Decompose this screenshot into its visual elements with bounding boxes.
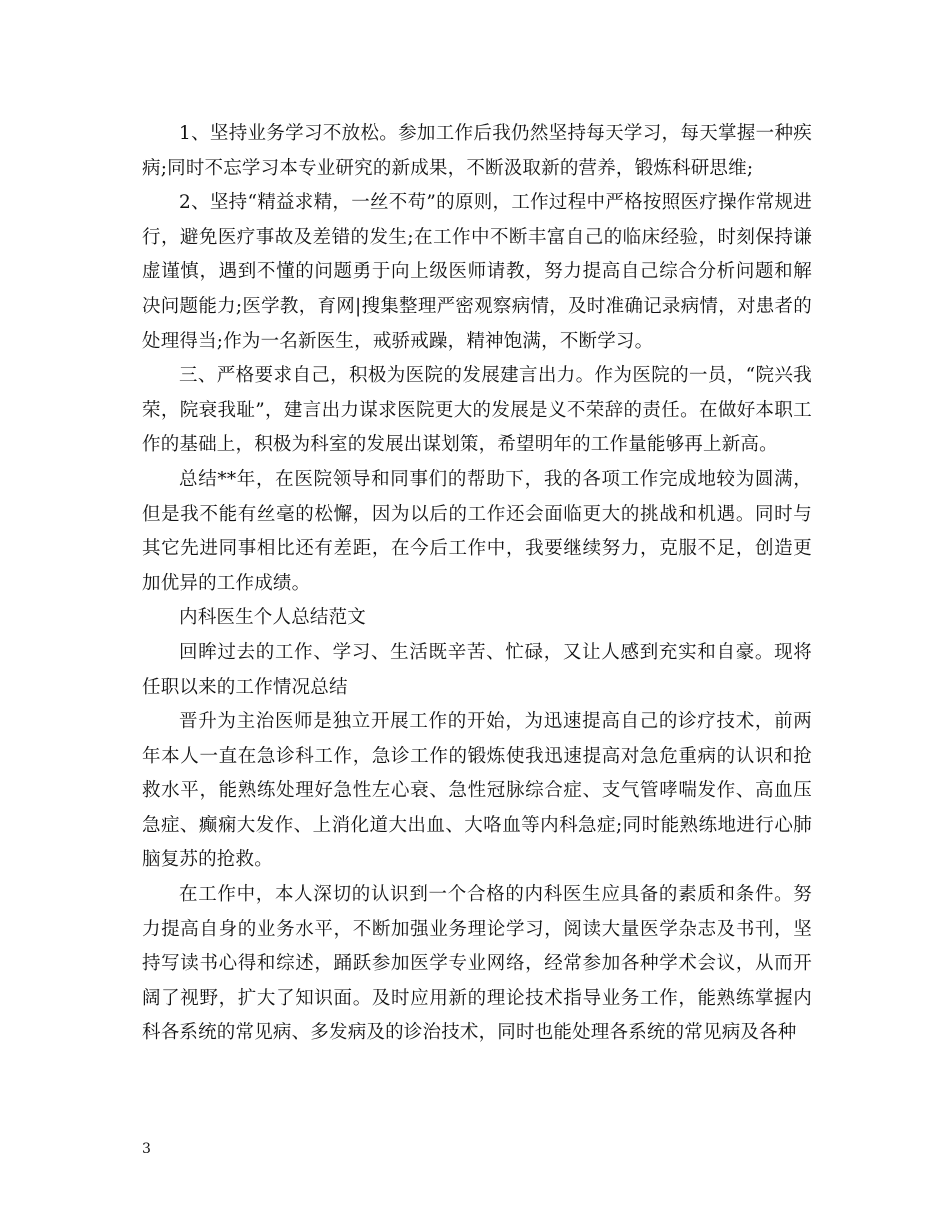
paragraph-hospital-development: 三、严格要求自己，积极为医院的发展建言出力。作为医院的一员，“院兴我荣，院衰我耻”，建言出力谋求医院更大的发展是义不荣辞的责任。在做好本职工作的基础上，积极为科室的发展出谋划策，希望明年的工作量能够再上新高。: [142, 365, 812, 456]
page-number: 3: [142, 1141, 151, 1157]
document-body: [142, 117, 812, 1051]
paragraph-professional-growth: 在工作中，本人深切的认识到一个合格的内科医生应具备的素质和条件。努力提高自身的业务水平，不断加强业务理论学习，阅读大量医学杂志及书刊，坚持写读书心得和综述，踊跃参加医学专业网络，经常参加各种学术会议，从而开阔了视野，扩大了知识面。及时应用新的理论技术指导业务工作，能熟练掌握内科各系统的常见病、多发病及的诊治技术，同时也能处理各系统的常见病及各种: [142, 884, 812, 1044]
paragraph-year-summary: 总结**年，在医院领导和同事们的帮助下，我的各项工作完成地较为圆满，但是我不能有丝毫的松懈，因为以后的工作还会面临更大的挑战和机遇。同时与其它先进同事相比还有差距，在今后工作中，我要继续努力，克服不足，创造更加优异的工作成绩。: [142, 468, 812, 594]
section-heading: 内科医生个人总结范文: [179, 607, 367, 629]
paragraph-study: 1、坚持业务学习不放松。参加工作后我仍然坚持每天学习，每天掌握一种疾病;同时不忘学习本专业研究的新成果，不断汲取新的营养，锻炼科研思维;: [142, 123, 812, 179]
paragraph-emergency-work: 晋升为主治医师是独立开展工作的开始，为迅速提高自己的诊疗技术，前两年本人一直在急诊科工作，急诊工作的锻炼使我迅速提高对急危重病的认识和抢救水平，能熟练处理好急性左心衰、急性冠脉综合症、支气管哮喘发作、高血压急症、癫痫大发作、上消化道大出血、大咯血等内科急症;同时能熟练地进行心肺脑复苏的抢救。: [142, 711, 812, 871]
paragraph-principle: 2、坚持“精益求精，一丝不苟”的原则，工作过程中严格按照医疗操作常规进行，避免医疗事故及差错的发生;在工作中不断丰富自己的临床经验，时刻保持谦虚谨慎，遇到不懂的问题勇于向上级医师请教，努力提高自己综合分析问题和解决问题能力;医学教，育网|搜集整理严密观察病情，及时准确记录病情，对患者的处理得当;作为一名新医生，戒骄戒躁，精神饱满，不断学习。: [142, 192, 812, 352]
paragraph-review: 回眸过去的工作、学习、生活既辛苦、忙碌，又让人感到充实和自豪。现将任职以来的工作情况总结: [142, 641, 812, 698]
